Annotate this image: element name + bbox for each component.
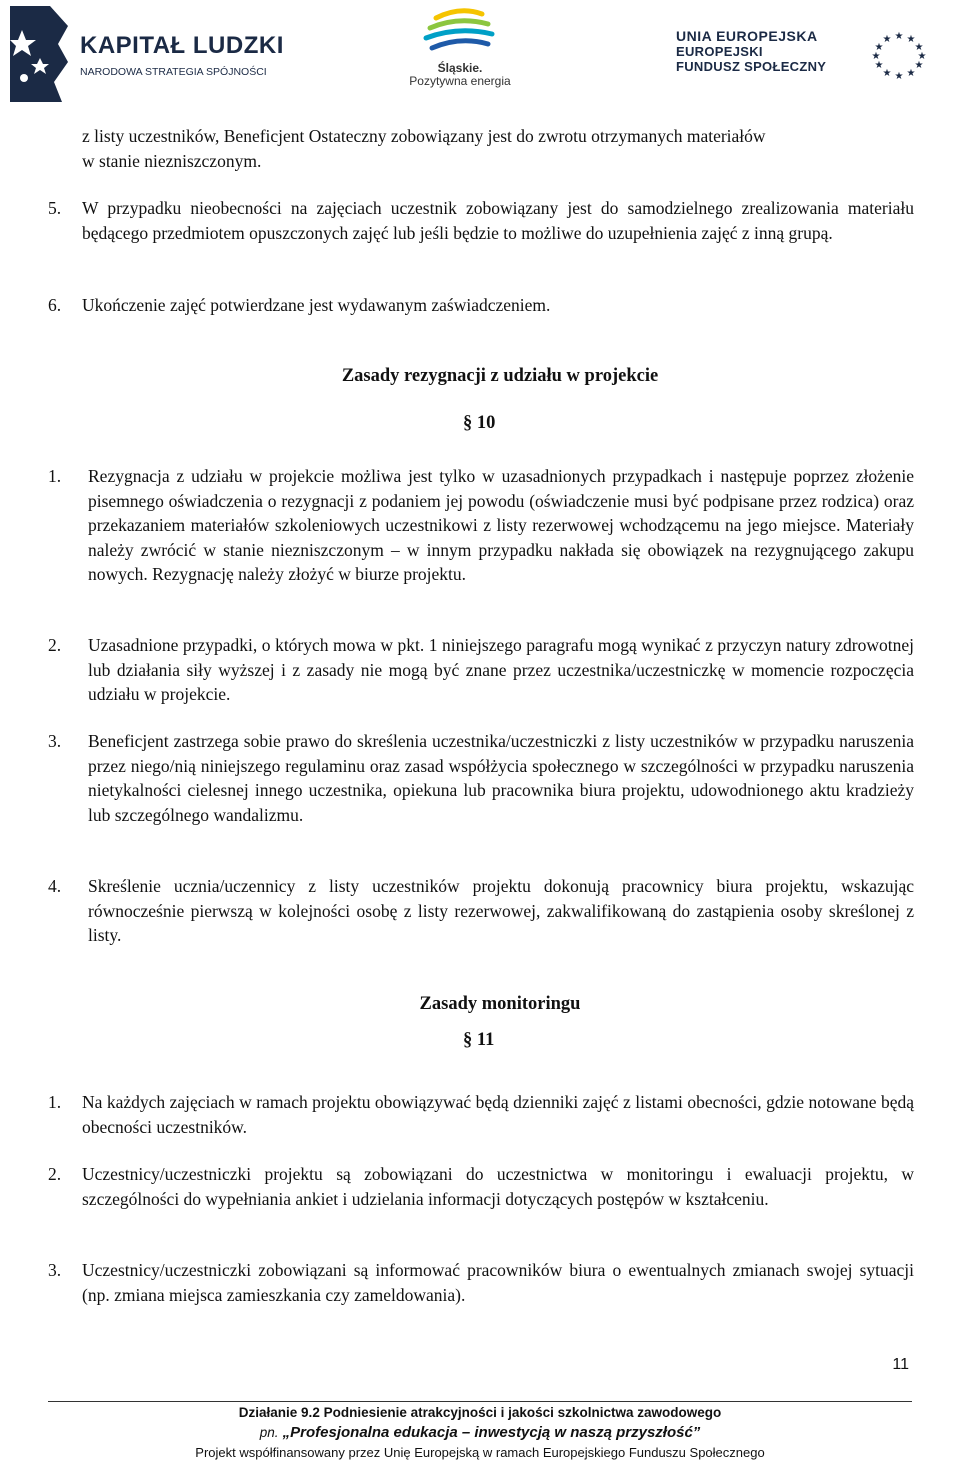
intro-continuation (82, 124, 914, 173)
section-heading: Zasady rezygnacji z udziału w projekcie (341, 366, 659, 386)
kapital-ludzki-title: KAPITAŁ LUDZKI (80, 32, 284, 59)
svg-text:★: ★ (882, 68, 892, 79)
item-number: 2. (48, 1164, 62, 1184)
item-number: 1. (48, 466, 62, 486)
eu-flag-icon (858, 28, 940, 80)
list-item (88, 729, 914, 827)
paragraph-number: § 10 (463, 413, 496, 433)
list-item (82, 196, 914, 245)
paragraph-number: § 11 (463, 1030, 495, 1050)
item-number: 3. (48, 731, 62, 751)
slaskie-name: Śląskie. (437, 61, 483, 75)
ue-line2: EUROPEJSKI (676, 44, 763, 59)
svg-text:★: ★ (917, 51, 927, 62)
footer-prefix: pn. (259, 1425, 279, 1440)
item-text: W przypadku nieobecności na zajęciach uczestnik zobowiązany jest do samodzielnego zrealizowania materiału będącego przedmiotem opuszczonych zajęć lub jeśli będzie to możliwe do uzupełnienia zajęć z inną grupą. (82, 198, 914, 243)
footer-line-1: Działanie 9.2 Podniesienie atrakcyjności i jakości szkolnictwa zawodowego (238, 1405, 722, 1420)
footer-divider (48, 1401, 912, 1402)
slaskie-waves-icon (418, 4, 502, 60)
item-number: 6. (48, 295, 62, 315)
slaskie-slogan: Pozytywna energia (409, 74, 511, 88)
list-item (82, 1162, 914, 1211)
item-number: 3. (48, 1260, 62, 1280)
item-text: Ukończenie zajęć potwierdzane jest wydawanym zaświadczeniem. (82, 295, 551, 315)
svg-text:★: ★ (914, 60, 924, 71)
intro-line-1: z listy uczestników, Beneficjent Ostateczny zobowiązany jest do zwrotu otrzymanych materiałów (82, 126, 766, 146)
svg-text:★: ★ (906, 34, 916, 45)
logo-bar (0, 0, 960, 110)
list-item (82, 293, 914, 318)
item-text: Uczestnicy/uczestniczki zobowiązani są informować pracowników biura o ewentualnych zmianach swojej sytuacji (np. zmiana miejsca zamieszkania czy zameldowania). (82, 1260, 914, 1305)
ue-logo (676, 28, 951, 88)
list-item (82, 1090, 914, 1139)
list-item (88, 464, 914, 587)
svg-text:★: ★ (882, 34, 892, 45)
intro-line-2: w stanie niezniszczonym. (82, 150, 262, 171)
list-item (82, 1258, 914, 1307)
item-number: 5. (48, 198, 62, 218)
svg-text:★: ★ (914, 42, 924, 53)
svg-text:★: ★ (874, 42, 884, 53)
kapital-ludzki-emblem-icon (10, 6, 68, 102)
item-text: Na każdych zajęciach w ramach projektu obowiązywać będą dzienniki zajęć z listami obecności, gdzie notowane będą obecności uczestników. (82, 1092, 914, 1137)
ue-line3: FUNDUSZ SPOŁECZNY (676, 59, 827, 74)
kapital-ludzki-subtitle: NARODOWA STRATEGIA SPÓJNOŚCI (80, 66, 267, 78)
item-number: 2. (48, 635, 62, 655)
svg-text:★: ★ (871, 51, 881, 62)
item-number: 1. (48, 1092, 62, 1112)
item-text: Uczestnicy/uczestniczki projektu są zobowiązani do uczestnictwa w monitoringu i ewaluacji projektu, w szczególności do wypełniania ankiet i udzielania informacji dotyczących postępów w kształceniu. (82, 1164, 914, 1209)
list-item (88, 874, 914, 948)
item-text: Uzasadnione przypadki, o których mowa w pkt. 1 niniejszego paragrafu mogą wynikać z przyczyn natury zdrowotnej lub działania siły wyższej i z zasady nie mogą być znane przez uczestnika/uczestniczkę w momencie rozpoczęcia udziału w projekcie. (88, 635, 914, 704)
slaskie-logo (395, 4, 525, 90)
footer-project-title: „Profesjonalna edukacja – inwestycją w naszą przyszłość” (282, 1424, 701, 1441)
item-text: Rezygnacja z udziału w projekcie możliwa jest tylko w uzasadnionych przypadkach i następuje poprzez złożenie pisemnego oświadczenia o rezygnacji z podaniem jej powodu (oświadczenie musi być podpisane przez rodzica) oraz przekazaniem materiałów szkoleniowych uczestnikowi z listy rezerwowej wchodzącemu na jego miejsce. Materiały należy zwrócić w stanie niezniszczonym – w innym przypadku nakłada się obowiązek na rezygnującego zakupu nowych. Rezygnację należy złożyć w biurze projektu. (88, 466, 914, 584)
kapital-ludzki-logo (10, 6, 284, 102)
item-number: 4. (48, 876, 62, 896)
ue-logo-text (676, 28, 826, 74)
footer-line-3: Projekt współfinansowany przez Unię Europejską w ramach Europejskiego Funduszu Społecznego (195, 1445, 765, 1460)
item-text: Skreślenie ucznia/uczennicy z listy uczestników projektu dokonują pracownicy biura projektu, wskazując równocześnie pierwszą w kolejności osobę z listy rezerwowej, zakwalifikowaną do zastąpienia osoby skreślonej z listy. (88, 876, 914, 945)
ue-line1: UNIA EUROPEJSKA (676, 28, 818, 44)
item-text: Beneficjent zastrzega sobie prawo do skreślenia uczestnika/uczestniczki z listy uczestników w przypadku naruszenia przez niego/nią niniejszego regulaminu oraz zasad współżycia społecznego w szczególności w przypadku naruszenia nietykalności cielesnej innego uczestnika, opiekuna lub pracownika biura projektu, udowodnionego aktu kradzieży lub szczególnego wandalizmu. (88, 731, 914, 825)
list-item (88, 633, 914, 707)
svg-text:★: ★ (894, 31, 904, 42)
svg-text:★: ★ (894, 71, 904, 80)
section-heading: Zasady monitoringu (419, 994, 581, 1014)
svg-text:★: ★ (906, 68, 916, 79)
svg-text:★: ★ (874, 60, 884, 71)
page-number: 11 (892, 1356, 909, 1373)
footer-line-2 (0, 1424, 960, 1442)
